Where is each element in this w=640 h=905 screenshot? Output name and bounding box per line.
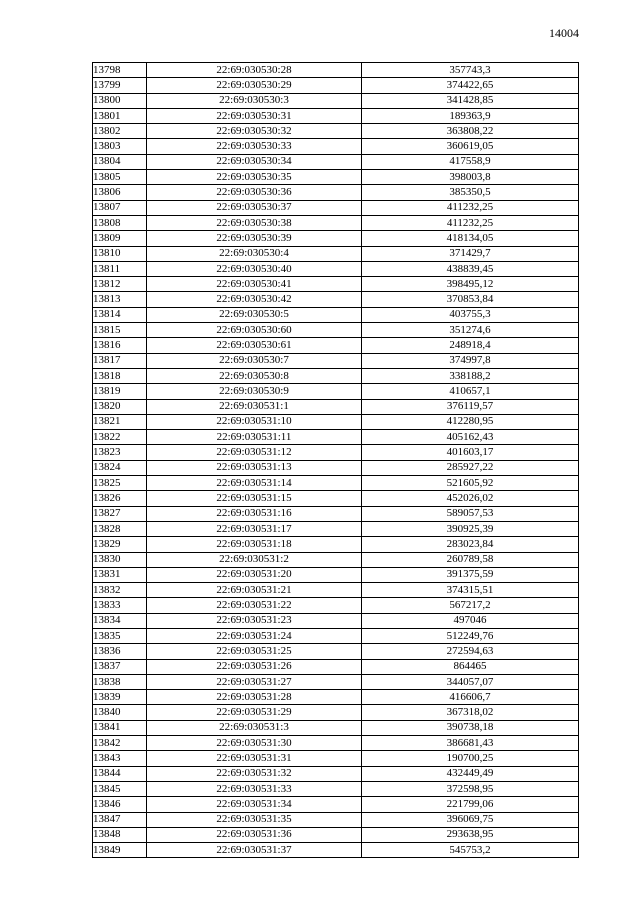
table-row [93, 323, 579, 338]
table-row [93, 185, 579, 200]
table-row [93, 537, 579, 552]
table-row [93, 231, 579, 246]
row-number-cell: 13805 [93, 170, 147, 185]
cadastral-number-cell: 22:69:030531:12 [147, 445, 362, 460]
cadastral-value-cell: 396069,75 [362, 812, 579, 827]
cadastral-value-cell: 283023,84 [362, 537, 579, 552]
table-row [93, 338, 579, 353]
row-number-cell: 13817 [93, 353, 147, 368]
row-number-cell: 13810 [93, 246, 147, 261]
cadastral-number-cell: 22:69:030530:34 [147, 154, 362, 169]
cadastral-number-cell: 22:69:030531:32 [147, 766, 362, 781]
cadastral-value-cell: 438839,45 [362, 261, 579, 276]
table-row [93, 705, 579, 720]
row-number-cell: 13847 [93, 812, 147, 827]
cadastral-number-cell: 22:69:030530:33 [147, 139, 362, 154]
row-number-cell: 13841 [93, 720, 147, 735]
table-row [93, 384, 579, 399]
cadastral-number-cell: 22:69:030530:41 [147, 277, 362, 292]
cadastral-value-cell: 363808,22 [362, 124, 579, 139]
table-row [93, 307, 579, 322]
cadastral-value-cell: 374422,65 [362, 78, 579, 93]
cadastral-number-cell: 22:69:030530:4 [147, 246, 362, 261]
cadastral-value-cell: 521605,92 [362, 476, 579, 491]
row-number-cell: 13821 [93, 414, 147, 429]
cadastral-value-cell: 374315,51 [362, 583, 579, 598]
row-number-cell: 13802 [93, 124, 147, 139]
row-number-cell: 13836 [93, 644, 147, 659]
page-number: 14004 [549, 26, 579, 40]
cadastral-number-cell: 22:69:030530:35 [147, 170, 362, 185]
row-number-cell: 13800 [93, 93, 147, 108]
cadastral-value-cell: 341428,85 [362, 93, 579, 108]
row-number-cell: 13829 [93, 537, 147, 552]
table-row [93, 292, 579, 307]
table-row [93, 78, 579, 93]
table-row [93, 506, 579, 521]
cadastral-value-cell: 545753,2 [362, 843, 579, 858]
cadastral-value-cell: 338188,2 [362, 368, 579, 383]
cadastral-value-cell: 190700,25 [362, 751, 579, 766]
cadastral-value-cell: 398003,8 [362, 170, 579, 185]
cadastral-value-cell: 390738,18 [362, 720, 579, 735]
row-number-cell: 13807 [93, 200, 147, 215]
cadastral-number-cell: 22:69:030531:23 [147, 613, 362, 628]
cadastral-number-cell: 22:69:030531:37 [147, 843, 362, 858]
table-row [93, 751, 579, 766]
row-number-cell: 13813 [93, 292, 147, 307]
cadastral-value-cell: 398495,12 [362, 277, 579, 292]
row-number-cell: 13799 [93, 78, 147, 93]
row-number-cell: 13831 [93, 567, 147, 582]
cadastral-number-cell: 22:69:030531:18 [147, 537, 362, 552]
cadastral-number-cell: 22:69:030530:3 [147, 93, 362, 108]
table-row [93, 246, 579, 261]
cadastral-value-cell: 403755,3 [362, 307, 579, 322]
row-number-cell: 13830 [93, 552, 147, 567]
row-number-cell: 13811 [93, 261, 147, 276]
cadastral-number-cell: 22:69:030531:20 [147, 567, 362, 582]
row-number-cell: 13812 [93, 277, 147, 292]
cadastral-value-cell: 390925,39 [362, 521, 579, 536]
cadastral-value-cell: 385350,5 [362, 185, 579, 200]
cadastral-value-cell: 189363,9 [362, 108, 579, 123]
cadastral-number-cell: 22:69:030531:17 [147, 521, 362, 536]
table-row [93, 567, 579, 582]
row-number-cell: 13828 [93, 521, 147, 536]
cadastral-value-table [92, 62, 579, 858]
cadastral-value-cell: 221799,06 [362, 797, 579, 812]
cadastral-value-cell: 371429,7 [362, 246, 579, 261]
row-number-cell: 13806 [93, 185, 147, 200]
cadastral-number-cell: 22:69:030530:28 [147, 63, 362, 78]
cadastral-value-cell: 285927,22 [362, 460, 579, 475]
cadastral-value-cell: 360619,05 [362, 139, 579, 154]
cadastral-number-cell: 22:69:030530:9 [147, 384, 362, 399]
row-number-cell: 13820 [93, 399, 147, 414]
table-row [93, 644, 579, 659]
cadastral-number-cell: 22:69:030531:3 [147, 720, 362, 735]
cadastral-number-cell: 22:69:030530:61 [147, 338, 362, 353]
row-number-cell: 13848 [93, 827, 147, 842]
cadastral-number-cell: 22:69:030530:60 [147, 323, 362, 338]
cadastral-number-cell: 22:69:030531:1 [147, 399, 362, 414]
table-row [93, 63, 579, 78]
cadastral-number-cell: 22:69:030530:37 [147, 200, 362, 215]
cadastral-number-cell: 22:69:030531:27 [147, 674, 362, 689]
cadastral-number-cell: 22:69:030530:39 [147, 231, 362, 246]
cadastral-value-cell: 497046 [362, 613, 579, 628]
row-number-cell: 13838 [93, 674, 147, 689]
table-row [93, 368, 579, 383]
cadastral-number-cell: 22:69:030531:13 [147, 460, 362, 475]
table-row [93, 659, 579, 674]
table-row [93, 674, 579, 689]
row-number-cell: 13844 [93, 766, 147, 781]
row-number-cell: 13801 [93, 108, 147, 123]
table-row [93, 414, 579, 429]
cadastral-number-cell: 22:69:030531:11 [147, 430, 362, 445]
cadastral-number-cell: 22:69:030531:26 [147, 659, 362, 674]
table-row [93, 277, 579, 292]
row-number-cell: 13846 [93, 797, 147, 812]
cadastral-value-cell: 512249,76 [362, 628, 579, 643]
row-number-cell: 13842 [93, 736, 147, 751]
cadastral-number-cell: 22:69:030530:5 [147, 307, 362, 322]
table-row [93, 491, 579, 506]
cadastral-value-cell: 405162,43 [362, 430, 579, 445]
table-row [93, 521, 579, 536]
table-row [93, 399, 579, 414]
cadastral-number-cell: 22:69:030530:29 [147, 78, 362, 93]
table-row [93, 430, 579, 445]
row-number-cell: 13819 [93, 384, 147, 399]
table-row [93, 781, 579, 796]
cadastral-value-cell: 391375,59 [362, 567, 579, 582]
table-row [93, 613, 579, 628]
table-row [93, 353, 579, 368]
table-row [93, 598, 579, 613]
cadastral-number-cell: 22:69:030531:16 [147, 506, 362, 521]
table-row [93, 460, 579, 475]
cadastral-number-cell: 22:69:030530:42 [147, 292, 362, 307]
table-row [93, 154, 579, 169]
cadastral-number-cell: 22:69:030531:36 [147, 827, 362, 842]
cadastral-value-cell: 411232,25 [362, 200, 579, 215]
table-row [93, 827, 579, 842]
cadastral-value-cell: 386681,43 [362, 736, 579, 751]
row-number-cell: 13839 [93, 690, 147, 705]
table-row [93, 139, 579, 154]
cadastral-number-cell: 22:69:030530:8 [147, 368, 362, 383]
table-row [93, 124, 579, 139]
cadastral-value-cell: 351274,6 [362, 323, 579, 338]
row-number-cell: 13835 [93, 628, 147, 643]
table-row [93, 170, 579, 185]
row-number-cell: 13816 [93, 338, 147, 353]
cadastral-number-cell: 22:69:030531:21 [147, 583, 362, 598]
cadastral-number-cell: 22:69:030530:36 [147, 185, 362, 200]
cadastral-value-cell: 248918,4 [362, 338, 579, 353]
cadastral-value-cell: 864465 [362, 659, 579, 674]
cadastral-value-cell: 418134,05 [362, 231, 579, 246]
cadastral-number-cell: 22:69:030531:30 [147, 736, 362, 751]
cadastral-value-cell: 411232,25 [362, 215, 579, 230]
table-row [93, 93, 579, 108]
table-row [93, 215, 579, 230]
table-row [93, 261, 579, 276]
row-number-cell: 13815 [93, 323, 147, 338]
row-number-cell: 13832 [93, 583, 147, 598]
row-number-cell: 13843 [93, 751, 147, 766]
table-row [93, 720, 579, 735]
cadastral-number-cell: 22:69:030530:38 [147, 215, 362, 230]
row-number-cell: 13804 [93, 154, 147, 169]
cadastral-value-cell: 357743,3 [362, 63, 579, 78]
table-row [93, 200, 579, 215]
row-number-cell: 13824 [93, 460, 147, 475]
cadastral-value-cell: 401603,17 [362, 445, 579, 460]
cadastral-number-cell: 22:69:030531:28 [147, 690, 362, 705]
cadastral-number-cell: 22:69:030531:2 [147, 552, 362, 567]
cadastral-number-cell: 22:69:030531:34 [147, 797, 362, 812]
cadastral-value-cell: 417558,9 [362, 154, 579, 169]
row-number-cell: 13845 [93, 781, 147, 796]
table-row [93, 843, 579, 858]
row-number-cell: 13823 [93, 445, 147, 460]
table-row [93, 628, 579, 643]
row-number-cell: 13834 [93, 613, 147, 628]
table-row [93, 736, 579, 751]
row-number-cell: 13809 [93, 231, 147, 246]
cadastral-value-cell: 370853,84 [362, 292, 579, 307]
table-row [93, 108, 579, 123]
row-number-cell: 13808 [93, 215, 147, 230]
cadastral-number-cell: 22:69:030531:15 [147, 491, 362, 506]
cadastral-value-cell: 432449,49 [362, 766, 579, 781]
cadastral-value-cell: 452026,02 [362, 491, 579, 506]
cadastral-value-cell: 376119,57 [362, 399, 579, 414]
table-row [93, 690, 579, 705]
cadastral-number-cell: 22:69:030531:24 [147, 628, 362, 643]
table-row [93, 583, 579, 598]
row-number-cell: 13814 [93, 307, 147, 322]
cadastral-number-cell: 22:69:030531:22 [147, 598, 362, 613]
table-row [93, 766, 579, 781]
table-row [93, 797, 579, 812]
cadastral-number-cell: 22:69:030530:31 [147, 108, 362, 123]
row-number-cell: 13833 [93, 598, 147, 613]
cadastral-number-cell: 22:69:030531:29 [147, 705, 362, 720]
cadastral-value-cell: 293638,95 [362, 827, 579, 842]
row-number-cell: 13803 [93, 139, 147, 154]
cadastral-number-cell: 22:69:030531:14 [147, 476, 362, 491]
row-number-cell: 13827 [93, 506, 147, 521]
cadastral-value-cell: 567217,2 [362, 598, 579, 613]
cadastral-value-cell: 372598,95 [362, 781, 579, 796]
table-body [93, 63, 579, 858]
cadastral-value-cell: 367318,02 [362, 705, 579, 720]
row-number-cell: 13837 [93, 659, 147, 674]
table-row [93, 476, 579, 491]
table-container [92, 62, 577, 858]
cadastral-number-cell: 22:69:030531:10 [147, 414, 362, 429]
cadastral-value-cell: 344057,07 [362, 674, 579, 689]
cadastral-number-cell: 22:69:030531:33 [147, 781, 362, 796]
cadastral-value-cell: 416606,7 [362, 690, 579, 705]
cadastral-number-cell: 22:69:030531:31 [147, 751, 362, 766]
cadastral-number-cell: 22:69:030531:35 [147, 812, 362, 827]
row-number-cell: 13849 [93, 843, 147, 858]
row-number-cell: 13826 [93, 491, 147, 506]
cadastral-value-cell: 412280,95 [362, 414, 579, 429]
cadastral-value-cell: 260789,58 [362, 552, 579, 567]
cadastral-value-cell: 410657,1 [362, 384, 579, 399]
cadastral-number-cell: 22:69:030530:40 [147, 261, 362, 276]
cadastral-number-cell: 22:69:030530:7 [147, 353, 362, 368]
row-number-cell: 13825 [93, 476, 147, 491]
cadastral-value-cell: 374997,8 [362, 353, 579, 368]
cadastral-number-cell: 22:69:030530:32 [147, 124, 362, 139]
table-row [93, 445, 579, 460]
cadastral-number-cell: 22:69:030531:25 [147, 644, 362, 659]
row-number-cell: 13840 [93, 705, 147, 720]
row-number-cell: 13798 [93, 63, 147, 78]
cadastral-value-cell: 272594,63 [362, 644, 579, 659]
cadastral-value-cell: 589057,53 [362, 506, 579, 521]
row-number-cell: 13818 [93, 368, 147, 383]
table-row [93, 812, 579, 827]
table-row [93, 552, 579, 567]
row-number-cell: 13822 [93, 430, 147, 445]
